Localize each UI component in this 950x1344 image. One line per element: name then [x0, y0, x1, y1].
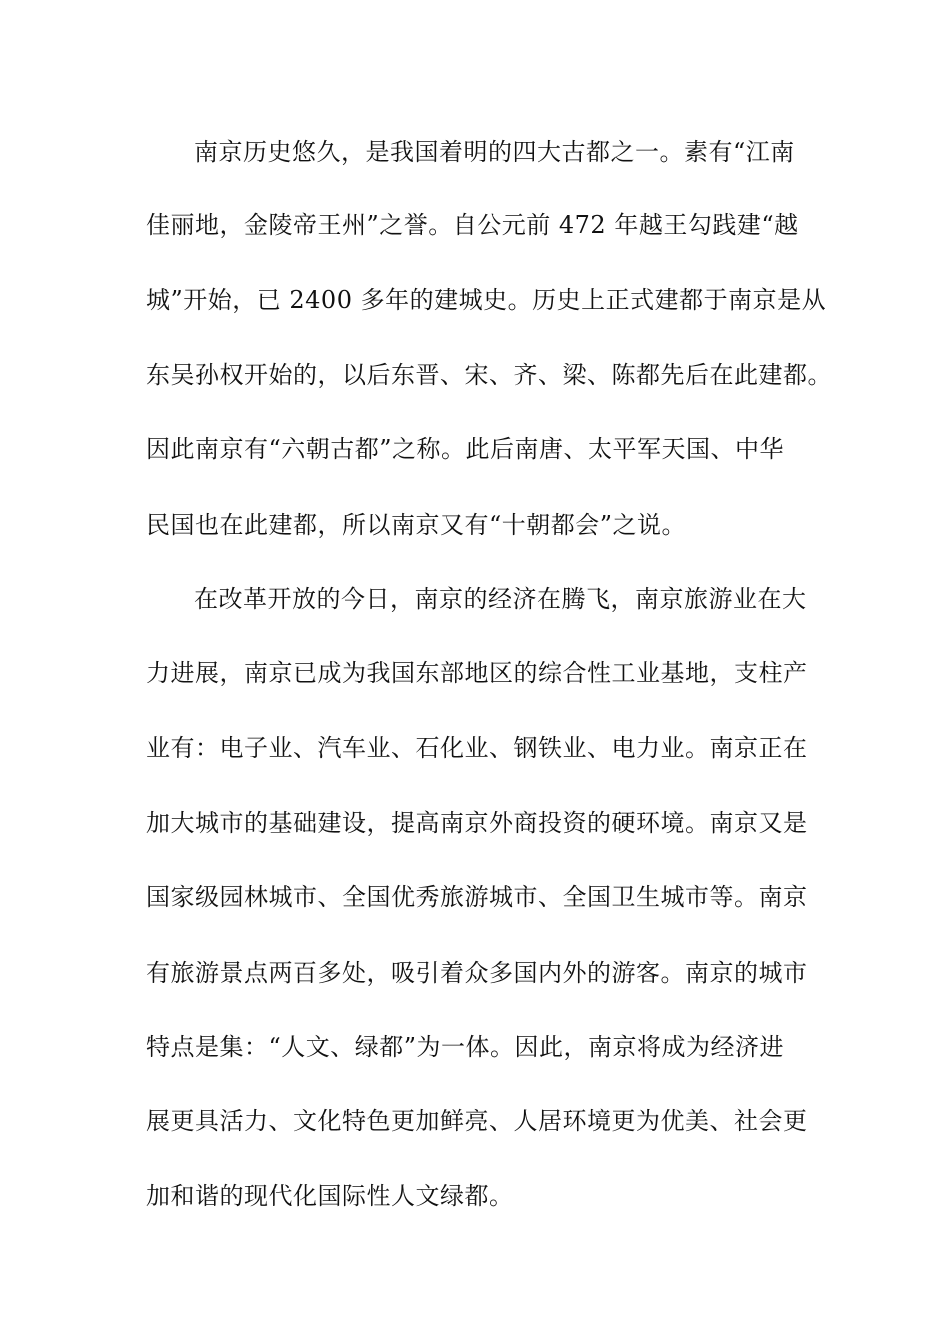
paragraph-line: 因此南京有“六朝古都”之称。此后南唐、太平军天国、中华	[146, 435, 785, 463]
paragraph-line: 力进展，南京已成为我国东部地区的综合性工业基地，支柱产	[146, 659, 808, 687]
paragraph-line: 有旅游景点两百多处，吸引着众多国内外的游客。南京的城市	[146, 959, 808, 987]
paragraph-line: 城”开始，已 2400 多年的建城史。历史上正式建都于南京是从	[146, 286, 827, 314]
paragraph-line: 在改革开放的今日，南京的经济在腾飞，南京旅游业在大	[194, 585, 807, 613]
paragraph-line: 展更具活力、文化特色更加鲜亮、人居环境更为优美、社会更	[146, 1107, 808, 1135]
paragraph-line: 南京历史悠久，是我国着明的四大古都之一。素有“江南	[194, 138, 795, 166]
paragraph-line: 业有：电子业、汽车业、石化业、钢铁业、电力业。南京正在	[146, 734, 808, 762]
paragraph-line: 国家级园林城市、全国优秀旅游城市、全国卫生城市等。南京	[146, 883, 808, 911]
paragraph-line: 东吴孙权开始的，以后东晋、宋、齐、梁、陈都先后在此建都。	[146, 361, 832, 389]
paragraph-line: 民国也在此建都，所以南京又有“十朝都会”之说。	[146, 511, 687, 539]
paragraph-line: 加大城市的基础建设，提高南京外商投资的硬环境。南京又是	[146, 809, 808, 837]
paragraph-line: 特点是集：“人文、绿都”为一体。因此，南京将成为经济进	[146, 1033, 785, 1061]
paragraph-line: 佳丽地，金陵帝王州”之誉。自公元前 472 年越王勾践建“越	[146, 211, 799, 239]
paragraph-line: 加和谐的现代化国际性人文绿都。	[146, 1182, 514, 1210]
